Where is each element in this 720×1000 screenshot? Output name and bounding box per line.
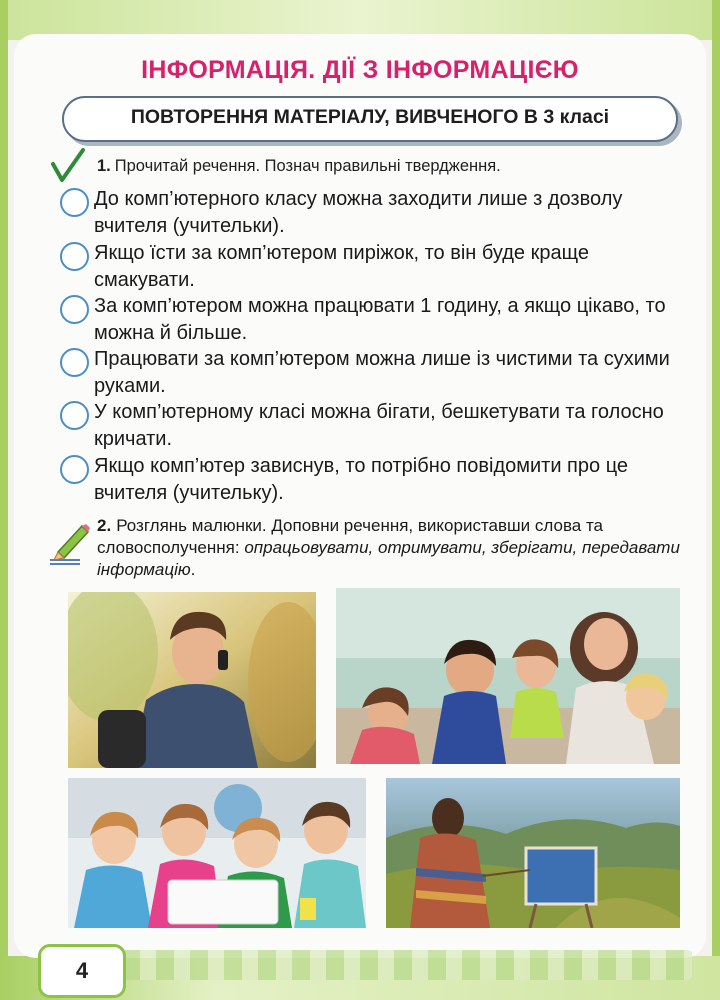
task1-option-6[interactable]: [60, 453, 680, 507]
task2-words: опрацьовувати, отримувати, зберігати, передавати інформацію: [97, 538, 680, 579]
photo-children-with-tablet: [68, 778, 366, 928]
answer-circle[interactable]: [60, 348, 89, 377]
page-frame-right: [712, 0, 720, 1000]
option-text: Працювати за комп’ютером можна лише із чистими та сухими руками.: [94, 348, 670, 397]
option-text: За комп’ютером можна працювати 1 годину, а якщо цікаво, то можна й більше.: [94, 295, 666, 344]
task1-option-4[interactable]: [60, 346, 680, 400]
answer-circle[interactable]: [60, 401, 89, 430]
answer-circle[interactable]: [60, 242, 89, 271]
answer-circle[interactable]: [60, 295, 89, 324]
photo-girl-painting-landscape: [386, 778, 680, 928]
task2-number: 2.: [97, 516, 112, 535]
page-subtitle: ПОВТОРЕННЯ МАТЕРІАЛУ, ВИВЧЕНОГО В 3 класі: [130, 106, 610, 128]
page-number: 4: [38, 944, 126, 998]
task1-option-2[interactable]: [60, 240, 680, 294]
task2-instruction-text: Розглянь малюнки. Доповни речення, використавши слова та словосполучення:: [97, 516, 604, 557]
answer-circle[interactable]: [60, 455, 89, 484]
task2-instruction: [97, 515, 687, 581]
page-title: ІНФОРМАЦІЯ. ДІЇ З ІНФОРМАЦІЄЮ: [141, 56, 579, 84]
task2-end: .: [190, 560, 196, 579]
pencil-icon: [44, 520, 94, 570]
option-text: До комп’ютерного класу можна заходити лише з дозволу вчителя (учительки).: [94, 188, 623, 237]
task1-instruction: [97, 157, 501, 176]
footer-stripes: [122, 950, 692, 980]
task1-number: 1.: [97, 157, 111, 175]
answer-circle[interactable]: [60, 188, 89, 217]
task1-option-5[interactable]: [60, 399, 680, 453]
task1-option-3[interactable]: [60, 293, 680, 347]
photo-boy-on-phone: [68, 592, 316, 768]
option-text: Якщо комп’ютер зависнув, то потрібно повідомити про це вчителя (учительку).: [94, 455, 629, 504]
task1-option-1[interactable]: [60, 186, 680, 240]
photo-teacher-with-children: [336, 588, 680, 764]
task1-instruction-text: Прочитай речення. Познач правильні твердження.: [114, 157, 501, 175]
option-text: У комп’ютерному класі можна бігати, бешкетувати та голосно кричати.: [94, 401, 664, 450]
checkmark-icon: [50, 148, 86, 184]
page-frame-left: [0, 0, 8, 1000]
option-text: Якщо їсти за комп’ютером пиріжок, то він буде краще смакувати.: [94, 242, 589, 291]
